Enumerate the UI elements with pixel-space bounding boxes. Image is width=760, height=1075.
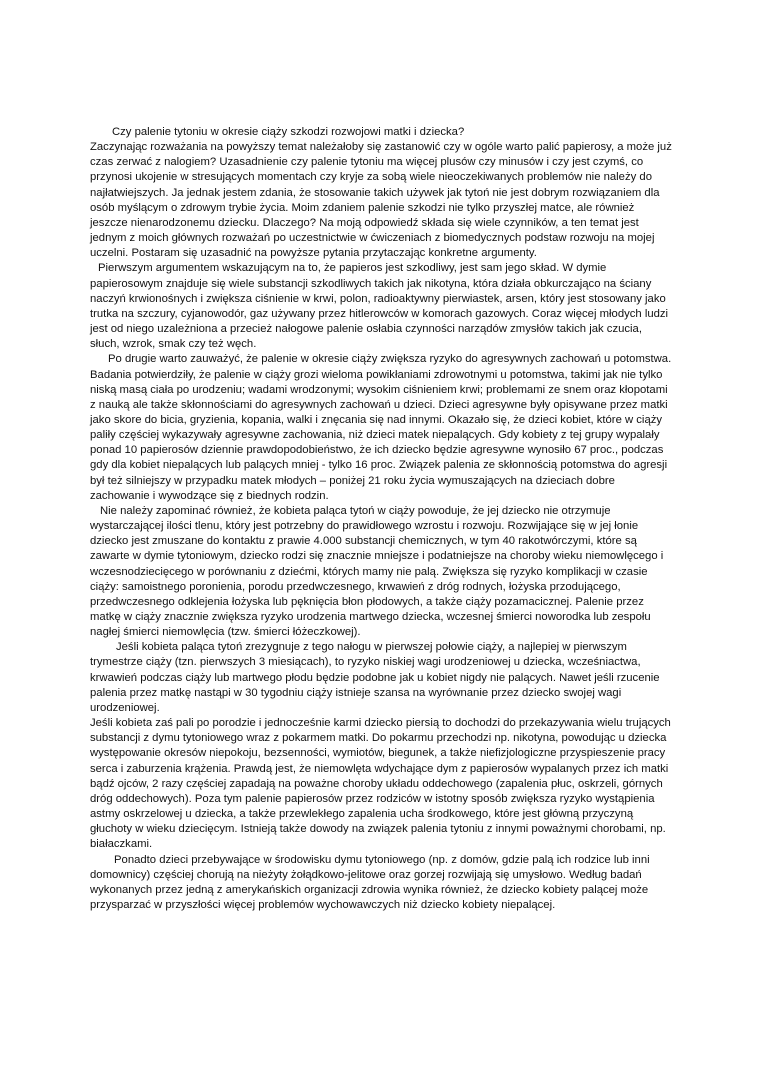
paragraph-oxygen-deficit: Nie należy zapominać również, że kobieta paląca tytoń w ciąży powoduje, że jej dziecko nie otrzymuje wystarczającej ilości tlenu, który jest potrzebny do prawidłowego wzrostu i rozwoju. Rozwijające się w jej łonie dziecko jest zmuszane do kontaktu z prawie 4.000 substancji chemicznych, w tym 40 rakotwórczymi, które są zawarte w dymie tytoniowym, dziecko rodzi się znacznie mniejsze i podatniejsze na choroby wieku niemowlęcego i wczesnodziecięcego w porównaniu z dziećmi, których mamy nie palą. Zwiększa się ryzyko komplikacji w czasie ciąży: samoistnego poronienia, porodu przedwczesnego, krwawień z dróg rodnych, łożyska przodującego, przedwczesnego odklejenia łożyska lub pęknięcia błon płodowych, a także ciąży pozamacicznej. Palenie przez matkę w ciąży znacznie zwiększa ryzyko urodzenia martwego dziecka, wczesnej śmierci noworodka lub zespołu nagłej śmierci niemowlęcia (tzw. śmierci łóżeczkowej). xyxy=(90,504,664,639)
paragraph-environment: Ponadto dzieci przebywające w środowisku dymu tytoniowego (np. z domów, gdzie palą ich rodzice lub inni domownicy) częściej chorują na nieżyty żołądkowo-jelitowe oraz gorzej rozwijają się umysłowo. Według badań wykonanych przez jedną z amerykańskich organizacji zdrowia wynika również, że dziecko kobiety palącej może przysparzać w przyszłości więcej problemów wychowawczych niż dziecko kobiety niepalącej. xyxy=(90,853,650,911)
paragraph-introduction: Zaczynając rozważania na powyższy temat należałoby się zastanowić czy w ogóle warto palić papierosy, a może już czas zerwać z nalogiem? Uzasadnienie czy palenie tytoniu ma więcej plusów czy minusów i czy jest czymś, co przynosi ukojenie w stresujących momentach czy kryje za sobą wiele nieoczekiwanych problemów nie należy do najłatwiejszych. Ja jednak jestem zdania, że stosowanie takich używek jak tytoń nie jest dobrym rozwiązaniem dla osób myślącym o zdrowym trybie życia. Moim zdaniem palenie szkodzi nie tylko przyszłej matce, ale również jeszcze nienarodzonemu dziecku. Dlaczego? Na moją odpowiedź składa się wiele czynników, a ten temat jest jednym z moich głównych rozważań po uczestnictwie w ćwiczeniach z biomedycznych podstaw rozwoju na mojej uczelni. Postaram się uzasadnić na powyższe pytania przytaczając konkretne argumenty. xyxy=(90,141,672,260)
paragraph-first-argument: Pierwszym argumentem wskazującym na to, że papieros jest szkodliwy, jest sam jego skład. W dymie papierosowym znajduje się wiele substancji szkodliwych takich jak nikotyna, która działa obkurczająco na ściany naczyń krwionośnych i zwiększa ciśnienie w krwi, polon, radioaktywny pierwiastek, arsen, który jest stosowany jako trutka na szczury, cyjanowodór, gaz używany przez hitlerowców w komorach gazowych. Coraz więcej młodych ludzi jest od niego uzależniona a przecież nałogowe palenie osłabia czynności narządów zmysłów takich jak czucia, słuch, wzrok, smak czy też węch. xyxy=(90,262,669,351)
paragraph-breastfeeding: Jeśli kobieta zaś pali po porodzie i jednocześnie karmi dziecko piersią to dochodzi do przekazywania wielu trujących substancji z dymu tytoniowego wraz z pokarmem matki. Do pokarmu przechodzi np. nikotyna, powodując u dziecka występowanie okresów niepokoju, bezsenności, wymiotów, biegunek, a także niefizjologiczne przyspieszenie pracy serca i zaburzenia krążenia. Prawdą jest, że niemowlęta wdychające dym z papierosów wypalanych przez ich matki bądź ojców, 2 razy częściej zapadają na poważne choroby układu oddechowego (zapalenia płuc, oskrzeli, górnych dróg oddechowych). Poza tym palenie papierosów przez rodziców w istotny sposób zwiększa ryzyko wystąpienia astmy oskrzelowej u dziecka, a także przewlekłego zapalenia ucha środkowego, które jest główną przyczyną głuchoty w wieku dziecięcym. Istnieją także dowody na związek palenia tytoniu z innymi poważnymi chorobami, np. białaczkami. xyxy=(90,717,671,851)
paragraph-second-argument: Po drugie warto zauważyć, że palenie w okresie ciąży zwiększa ryzyko do agresywnych zachowań u potomstwa. Badania potwierdziły, że palenie w ciąży grozi wieloma powikłaniami zdrowotnymi u potomstwa, takimi jak nie tylko niską masą ciała po urodzeniu; wadami wrodzonymi; wysokim ciśnieniem krwi; problemami ze snem oraz kłopotami z nauką ale także skłonnościami do agresywnych zachowań u dzieci. Dzieci agresywne były opisywane przez matki jako skore do bicia, gryzienia, kopania, walki i znęcania się nad innymi. Okazało się, że dzieci kobiet, które w ciąży paliły częściej wykazywały agresywne zachowania, niż dzieci matek niepalących. Gdy kobiety z tej grupy wypalały ponad 10 papierosów dziennie prawdopodobieństwo, że ich dziecko będzie agresywne wynosiło 67 proc., podczas gdy dla kobiet niepalących lub palących mniej - tylko 16 proc. Związek palenia ze skłonnością potomstwa do agresji był też silniejszy w przypadku matek młodych – poniżej 21 roku życia wymuszających na dzieciach dobre zachowanie i wywodzące się z biednych rodzin. xyxy=(90,353,672,502)
paragraph-quitting: Jeśli kobieta paląca tytoń zrezygnuje z tego nałogu w pierwszej połowie ciąży, a najlepiej w pierwszym trymestrze ciąży (tzn. pierwszych 3 miesiącach), to ryzyko niskiej wagi urodzeniowej u dziecka, wcześniactwa, krwawień podczas ciąży lub martwego płodu będzie podobne jak u kobiet nigdy nie palących. Nawet jeśli rzucenie palenia przez matkę nastąpi w 30 tygodniu ciąży istnieje szansa na wyrównanie przez dziecko swojej wagi urodzeniowej. xyxy=(90,641,660,714)
document-title: Czy palenie tytoniu w okresie ciąży szkodzi rozwojowi matki i dziecka? xyxy=(112,126,465,138)
document-body xyxy=(90,125,672,913)
